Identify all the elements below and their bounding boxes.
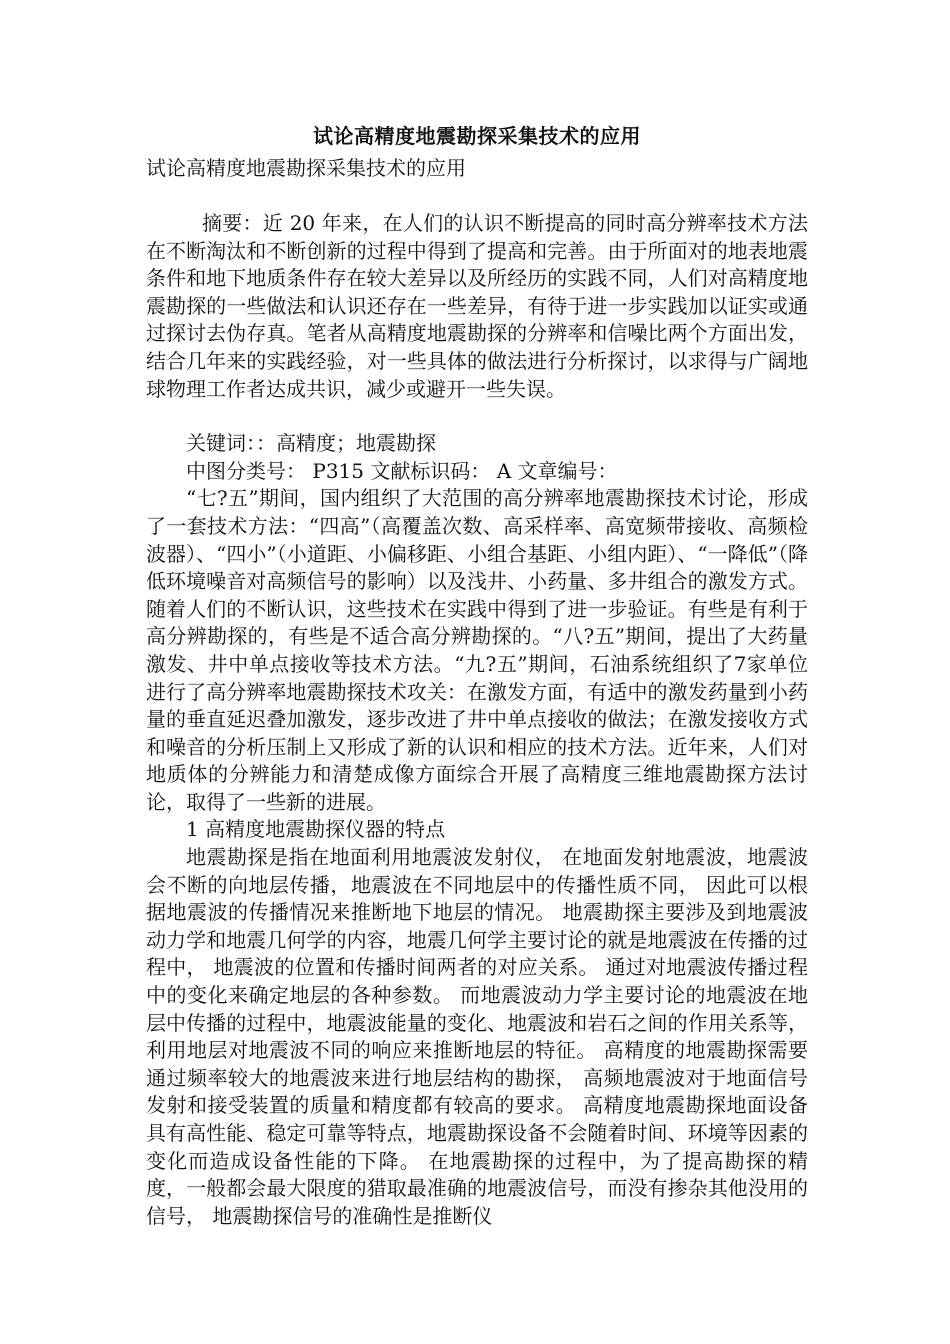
classification-line: 中图分类号： P315 文献标识码： A 文章编号： bbox=[186, 458, 618, 483]
body-paragraph-2: 地震勘探是指在地面利用地震波发射仪， 在地面发射地震波，地震波会不断的向地层传播，地震波在不同地层中的传播性质不同， 因此可以根据地震波的传播情况来推断地下地层的情况。 地震勘探主要涉及到地震波动力学和地震几何学的内容，地震几何学主要讨论的就是地震波在传播的过程中， 地震波的位置和传播时间两者的对应关系。 通过对地震波传播过程中的变化来确定地层的各种参数。 而地震波动力学主要讨论的地震波在地层中传播的过程中，地震波能量的变化、地震波和岩石之间的作用关系等， 利用地层对地震波不同的响应来推断地层的特征。 高精度的地震勘探需要通过频率较大的地震波来进行地层结构的勘探， 高频地震波对于地面信号发射和接受装置的质量和精度都有较高的要求。 高精度地震勘探地面设备具有高性能、稳定可靠等特点，地震勘探设备不会随着时间、环境等因素的变化而造成设备性能的下降。 在地震勘探的过程中，为了提高勘探的精度，一般都会最大限度的猎取最准确的地震波信号，而没有掺杂其他没用的信号， 地震勘探信号的准确性是推断仪 bbox=[146, 845, 808, 1228]
document-title: 试论高精度地震勘探采集技术的应用 bbox=[313, 124, 641, 148]
body-paragraph-1: “七?五”期间，国内组织了大范围的高分辨率地震勘探技术讨论，形成了一套技术方法：“四高”（高覆盖次数、高采样率、高宽频带接收、高频检波器）、“四小”（小道距、小偏移距、小组合基距、小组内距）、“一降低”（降低环境噪音对高频信号的影响）以及浅井、小药量、多井组合的激发方式。随着人们的不断认识，这些技术在实践中得到了进一步验证。有些是有利于高分辨勘探的，有些是不适合高分辨勘探的。“八?五”期间，提出了大药量激发、井中单点接收等技术方法。“九?五”期间，石油系统组织了7家单位进行了高分辨率地震勘探技术攻关：在激发方面，有适中的激发药量到小药量的垂直延迟叠加激发，逐步改进了井中单点接收的做法；在激发接收方式和噪音的分析压制上又形成了新的认识和相应的技术方法。近年来，人们对地质体的分辨能力和清楚成像方面综合开展了高精度三维地震勘探方法讨论，取得了一些新的进展。 bbox=[146, 486, 808, 814]
section-heading: 1 高精度地震勘探仪器的特点 bbox=[186, 817, 446, 842]
document-subtitle: 试论高精度地震勘探采集技术的应用 bbox=[146, 156, 466, 180]
abstract-paragraph: 摘要：近 20 年来，在人们的认识不断提高的同时高分辨率技术方法在不断淘汰和不断创新的过程中得到了提高和完善。由于所面对的地表地震条件和地下地质条件存在较大差异以及所经历的实践不同，人们对高精度地震勘探的一些做法和认识还存在一些差异，有待于进一步实践加以证实或通过探讨去伪存真。笔者从高精度地震勘探的分辨率和信噪比两个方面出发，结合几年来的实践经验，对一些具体的做法进行分析探讨，以求得与广阔地球物理工作者达成共识，减少或避开一些失误。 bbox=[146, 211, 808, 401]
keywords-line: 关键词：：高精度；地震勘探 bbox=[186, 431, 436, 456]
